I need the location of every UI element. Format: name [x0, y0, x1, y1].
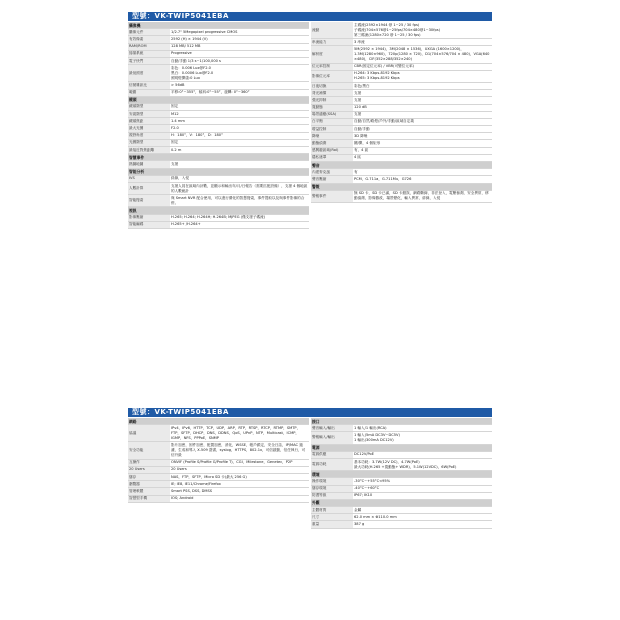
spec-label: 安全功能 [128, 442, 170, 459]
spec-row [311, 22, 492, 39]
spec-label: 最大光圈 [128, 125, 170, 132]
spec-row [311, 104, 492, 111]
spec-value: IPv4，IPv6，HTTP，TCP，UDP，ARP，RTP，RTSP，RTCP，RTMP，SMTP，FTP，SFTP，DHCP，DNS，DDNS，QoS，UPnP，NTP，Multicast，ICMP，IGMP，NFS，PPPoE，SNMP [170, 425, 309, 442]
spec-label: 白平衡 [311, 118, 353, 125]
spec-row [128, 481, 309, 488]
section-header [311, 418, 492, 425]
spec-row [311, 46, 492, 63]
spec-label: 視野角度 [128, 132, 170, 139]
spec-value: 自動/手動 1/3 s~1/100,000 s [170, 57, 309, 64]
spec-value: 4 區 [353, 154, 492, 161]
spec-label: 日夜切換 [311, 82, 353, 89]
section-title: 智慧事件 [128, 154, 309, 161]
section-header [128, 168, 309, 175]
spec-value: 有 [353, 169, 492, 176]
spec-value: NAS，FTP，SFTP，Micro SD 卡(最大 256 G) [170, 473, 309, 480]
spec-label: 強光抑制 [311, 97, 353, 104]
spec-row [311, 514, 492, 521]
spec-row [128, 221, 309, 228]
spec-value: H.265+ /H.264+ [170, 221, 309, 228]
spec-label: 電源功耗 [311, 458, 353, 470]
spec-row [311, 140, 492, 147]
spec-label: 智慧型手機 [128, 495, 170, 502]
spec-label: 安裝類型 [128, 111, 170, 118]
spec-value: 1.4 mm [170, 118, 309, 125]
spec-row [311, 507, 492, 514]
spec-label: 光圈類型 [128, 139, 170, 146]
spec-value: 5M(2592 × 1944)，3M(2048 × 1536)，UXGA (1600×1200)，1.3M(1280×960)，720p(1280 × 720)，D1(704×576/704 × 480)，VGA(640 ×480)，CIF(352×288/352×240) [353, 46, 492, 63]
spec-value: 1 輸入(5mA DC3V~DC5V) 1 輸出(300mA DC12V) [353, 432, 492, 444]
spec-row [311, 126, 492, 133]
spec-row [128, 132, 309, 139]
spec-row [311, 492, 492, 499]
spec-label: 管理軟體 [128, 488, 170, 495]
spec-value: 影片加密，固件加密，配置加密，消化，WSSE，帳戶鎖定，安全日誌，IP/MAC 過濾，生成和導入 X.509 證書，syslog，HTTPS，802.1x，可信啟動，信任執行，可信升級 [170, 442, 309, 459]
spec-row [311, 521, 492, 528]
spec-value: F2.0 [170, 125, 309, 132]
spec-row [311, 176, 492, 183]
spec-row [311, 133, 492, 140]
spec-value: IP67; IK10 [353, 492, 492, 499]
spec-label: 增益控制 [311, 126, 353, 133]
spec-row [128, 442, 309, 459]
spec-row [128, 65, 309, 82]
spec-label: 主體材質 [311, 507, 353, 514]
spec-row [128, 459, 309, 466]
section-title: 鏡頭 [128, 96, 309, 103]
spec-row [128, 495, 309, 502]
spec-label: 解析度 [311, 46, 353, 63]
spec-value: 支援 [353, 97, 492, 104]
spec-label: 人數計算 [128, 182, 170, 194]
spec-label: 鏡頭類型 [128, 103, 170, 110]
spec-row [128, 182, 309, 194]
spec-label: 重量 [311, 521, 353, 528]
section-title: 攝像機 [128, 22, 309, 29]
spec-label: 互操作 [128, 459, 170, 466]
spec-value: > 56dB [170, 82, 309, 89]
spec-label: 熱圖地圖 [128, 161, 170, 168]
spec-label: 防護等級 [311, 492, 353, 499]
section-title: 網路 [128, 418, 309, 425]
section-header [311, 444, 492, 451]
spec-table-left [128, 418, 309, 503]
spec-value: 1/2.7" 5Megapixel progressive CMOS [170, 29, 309, 36]
spec-value: 彩色：0.006 Lux@F2.0 黑白：0.0006 Lux@F2.0 照明燈開啟:0 Lux [170, 65, 309, 82]
spec-sheet-2 [128, 408, 492, 529]
spec-value: -40°C~+60°C [353, 485, 492, 492]
spec-label: 背光補償 [311, 90, 353, 97]
spec-label: 流動 [311, 22, 353, 39]
spec-label: 瀏覽器 [128, 481, 170, 488]
spec-row [128, 425, 309, 442]
spec-row [311, 458, 492, 470]
spec-row [311, 425, 492, 432]
spec-value: 金屬 [353, 507, 492, 514]
spec-label: 聲音壓縮 [311, 176, 353, 183]
section-header [128, 96, 309, 103]
spec-label: 攝像元件 [128, 29, 170, 36]
spec-label: 聲音輸入/輸出 [311, 425, 353, 432]
spec-value: 支援 [170, 161, 309, 168]
spec-row [128, 29, 309, 36]
spec-row [128, 214, 309, 221]
spec-label: 儲存環境 [311, 485, 353, 492]
spec-value: 無 SD 卡，SD 卡已滿，SD 卡錯誤，網路斷線，非法登入，電壓檢測，安全異常，移動偵測，影像篡改，場景變化，輸入異常，絆線，入侵 [353, 190, 492, 202]
spec-row [128, 195, 309, 207]
spec-row [311, 97, 492, 104]
spec-value: 128 MB/ 512 MB [170, 43, 309, 50]
section-header [311, 183, 492, 190]
spec-value: 平移:0°~355°，傾斜:0°~55°，旋轉: 0°~360° [170, 89, 309, 96]
spec-label: IVS [128, 175, 170, 182]
section-title: 聲音 [311, 162, 492, 169]
spec-row [128, 43, 309, 50]
section-header [128, 22, 309, 29]
section-header [128, 154, 309, 161]
spec-value: 387 g [353, 521, 492, 528]
spec-row [311, 118, 492, 125]
spec-label: 電源供應 [311, 451, 353, 458]
spec-row [128, 125, 309, 132]
spec-row [311, 451, 492, 458]
spec-value: 固定 [170, 139, 309, 146]
section-title: 接口 [311, 418, 492, 425]
spec-label: 智能搜索 [128, 195, 170, 207]
spec-value: 支援 [353, 111, 492, 118]
spec-value: 0.2 m [170, 147, 309, 154]
spec-row [311, 147, 492, 154]
spec-row [311, 111, 492, 118]
section-title: 電源 [311, 444, 492, 451]
spec-row [128, 57, 309, 64]
section-title: 視訊 [128, 207, 309, 214]
spec-value: IE; IE8, IE11/Chrome/Firefox [170, 481, 309, 488]
spec-label: 儲存 [128, 473, 170, 480]
model-title: 型號：VK-TWIP5041EBA [128, 12, 492, 21]
spec-label: 最低照度 [128, 65, 170, 82]
spec-row [311, 154, 492, 161]
spec-sheet-1 [128, 12, 492, 229]
section-header [128, 207, 309, 214]
spec-value: 1 輸入/1 輸出(RCA) [353, 425, 492, 432]
spec-row [128, 89, 309, 96]
spec-row [311, 190, 492, 202]
spec-label: 影像壓縮 [128, 214, 170, 221]
spec-label: 位元率控制 [311, 63, 353, 70]
spec-value: 主碼流(2592×1944 @ 1~25 / 30 fps) 子碼流(704×576@1~25fps/704×480@1~30fps) 第三碼流(1280×720 @ 1~25 / 30 fps) [353, 22, 492, 39]
spec-value: -30°C~+55°C<95% [353, 478, 492, 485]
spec-label: 動態偵測 [311, 140, 353, 147]
spec-label: 鏡頭焦距 [128, 118, 170, 125]
spec-row [128, 488, 309, 495]
spec-row [311, 63, 492, 70]
spec-label: 信號雜訊比 [128, 82, 170, 89]
spec-row [128, 50, 309, 57]
spec-label: 尺寸 [311, 514, 353, 521]
spec-label: 寬動態 [311, 104, 353, 111]
spec-value: 120 dB [353, 104, 492, 111]
spec-value: 支援 [353, 90, 492, 97]
spec-value: Smart PSS, DSS, DMSS [170, 488, 309, 495]
spec-label: 協議 [128, 425, 170, 442]
spec-label: RAM/ROM [128, 43, 170, 50]
spec-row [128, 139, 309, 146]
spec-value: CBR(固定位元率) / VBR(可變位元率) [353, 63, 492, 70]
spec-label: 操作環境 [311, 478, 353, 485]
section-title: 警報 [311, 183, 492, 190]
spec-value: ONVIF (Profile S/Profile G/Profile T)，CGI，Milestone，Genetec，P2P [170, 459, 309, 466]
section-header [311, 162, 492, 169]
spec-value: 絆線，入侵 [170, 175, 309, 182]
spec-value: PCM，G.711a，G.711Mu，G726 [353, 176, 492, 183]
spec-value: 20 Users [170, 466, 309, 473]
spec-label: 電子快門 [128, 57, 170, 64]
spec-value: H：180°，V：180°，D：180° [170, 132, 309, 139]
model-title: 型號：VK-TWIP5041EBA [128, 408, 492, 417]
spec-value: DC12V/PoE [353, 451, 492, 458]
spec-row [128, 473, 309, 480]
spec-label: 影像位元率 [311, 70, 353, 82]
section-header [128, 418, 309, 425]
spec-value: 與 Smart NVR 配合使用，可以進行優化的智慧搜索，事件提取以及與事件影像的合併。 [170, 195, 309, 207]
spec-row [311, 432, 492, 444]
section-title: 智能分析 [128, 168, 309, 175]
spec-table-left [128, 22, 309, 229]
spec-table-right [311, 418, 492, 529]
spec-label: 感興趣區域(RoI) [311, 147, 353, 154]
spec-label: 範圍 [128, 89, 170, 96]
spec-row [128, 147, 309, 154]
spec-value: 自動/手動 [353, 126, 492, 133]
spec-row [311, 478, 492, 485]
spec-label: 場景適應(SSA) [311, 111, 353, 118]
spec-label: 智能編碼 [128, 221, 170, 228]
spec-label: 20 Users [128, 466, 170, 473]
spec-row [128, 82, 309, 89]
spec-row [311, 169, 492, 176]
spec-value: 關/開，4 個矩形 [353, 140, 492, 147]
spec-value: IOS; Android [170, 495, 309, 502]
spec-value: 62.0 mm × Φ110.0 mm [353, 514, 492, 521]
section-header [311, 471, 492, 478]
spec-row [128, 111, 309, 118]
spec-label: 內建麥克風 [311, 169, 353, 176]
spec-label: 警報輸入/輸出 [311, 432, 353, 444]
spec-label: 降噪 [311, 133, 353, 140]
spec-value: 2592 (H) × 1944 (V) [170, 36, 309, 43]
section-title: 外觀 [311, 499, 492, 506]
spec-label: 隱私遮罩 [311, 154, 353, 161]
spec-value: 3D 降噪 [353, 133, 492, 140]
spec-row [128, 118, 309, 125]
section-header [311, 499, 492, 506]
spec-row [311, 485, 492, 492]
spec-label: 最接近對焦距離 [128, 147, 170, 154]
spec-label: 掃描系統 [128, 50, 170, 57]
spec-row [311, 90, 492, 97]
spec-row [311, 39, 492, 46]
spec-value: 有，4 區 [353, 147, 492, 154]
spec-row [311, 70, 492, 82]
spec-value: H.265; H.264; H.264H; H.264B; MJPEG (僅支援子碼流) [170, 214, 309, 221]
spec-value: 支援人員在區域內計數，並顯示和輸出年/月/日報告（需要匹配設備），支援 4 個地區的人數統計 [170, 182, 309, 194]
spec-table-right [311, 22, 492, 203]
spec-label: 串流能力 [311, 39, 353, 46]
spec-value: 3 串流 [353, 39, 492, 46]
spec-value: M12 [170, 111, 309, 118]
spec-value: H.264: 3 Kbps-8192 Kbps H.265: 3 Kbps-8192 Kbps [353, 70, 492, 82]
spec-value: 自動/自然/路燈/戶外/手動/區域自定義 [353, 118, 492, 125]
spec-row [128, 466, 309, 473]
spec-row [128, 36, 309, 43]
spec-row [311, 82, 492, 89]
spec-value: 基本功耗：3.7W(12V DC)，4.7W(PoE) 最大功耗(H.265 +寬動態+ WDR)，5.1W(12VDC)，6W(PoE) [353, 458, 492, 470]
spec-value: 彩色/黑白 [353, 82, 492, 89]
spec-row [128, 175, 309, 182]
spec-row [128, 161, 309, 168]
spec-label: 有效像素 [128, 36, 170, 43]
section-title: 環境 [311, 471, 492, 478]
spec-label: 警報事件 [311, 190, 353, 202]
spec-row [128, 103, 309, 110]
spec-value: 固定 [170, 103, 309, 110]
spec-value: Progressive [170, 50, 309, 57]
